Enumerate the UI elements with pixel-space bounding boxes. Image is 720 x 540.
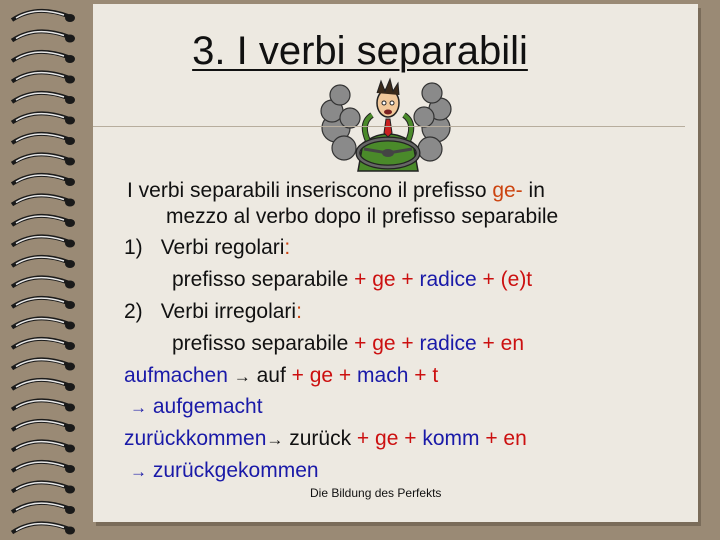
arrow-icon: → [130, 398, 147, 417]
binding-hole [65, 219, 75, 227]
spiral-binding [0, 0, 92, 540]
arrow-icon: → [266, 430, 284, 449]
slide-footer: Die Bildung des Perfekts [310, 486, 442, 500]
stressed-driver-icon [318, 73, 458, 173]
arrow-icon: → [233, 367, 251, 386]
binding-hole [65, 260, 75, 268]
formula-regular: prefisso separabile + ge + radice + (e)t [172, 268, 533, 291]
binding-hole [65, 465, 75, 473]
binding-hole [65, 76, 75, 84]
example-zurueckkommen: zurückkommen→ zurück + ge + komm + en [124, 427, 527, 450]
list-item-irregular: 2) Verbi irregolari: [124, 300, 302, 323]
binding-hole [65, 178, 75, 186]
title-divider [93, 126, 685, 127]
binding-hole [65, 199, 75, 207]
arrow-icon: → [130, 462, 147, 481]
binding-hole [65, 383, 75, 391]
binding-hole [65, 281, 75, 289]
binding-hole [65, 486, 75, 494]
text-line-1: I verbi separabili inseriscono il prefisso ge- in [127, 179, 545, 202]
binding-hole [65, 158, 75, 166]
binding-hole [65, 342, 75, 350]
binding-hole [65, 527, 75, 535]
binding-hole [65, 363, 75, 371]
binding-hole [65, 117, 75, 125]
binding-hole [65, 322, 75, 330]
page-title: 3. I verbi separabili [192, 29, 528, 73]
binding-hole [65, 445, 75, 453]
binding-hole [65, 404, 75, 412]
example-aufgemacht: → aufgemacht [130, 395, 263, 418]
binding-hole [65, 137, 75, 145]
binding-hole [65, 424, 75, 432]
binding-hole [65, 301, 75, 309]
list-item-regular: 1) Verbi regolari: [124, 236, 291, 259]
formula-irregular: prefisso separabile + ge + radice + en [172, 332, 525, 355]
text-line-2: mezzo al verbo dopo il prefisso separabile [166, 205, 559, 228]
binding-hole [65, 14, 75, 22]
binding-hole [65, 96, 75, 104]
binding-hole [65, 506, 75, 514]
example-zurueckgekommen: → zurückgekommen [130, 459, 319, 482]
binding-hole [65, 240, 75, 248]
example-aufmachen: aufmachen → auf + ge + mach + t [124, 364, 439, 387]
